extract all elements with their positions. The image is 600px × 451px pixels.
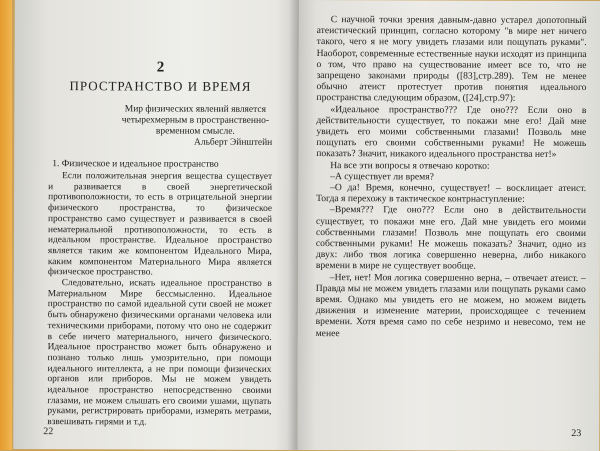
right-paragraph: «Идеальное пространство??? Где оно??? Если оно в действительности существует, то покажи мне его! Дай мне увидеть его моими собственными глазами! Позволь мне пощупать его своими собственными руками! Не можешь показать? Значит, никакого идеального пространства нет!»: [316, 103, 587, 161]
chapter-title: ПРОСТРАНСТВО И ВРЕМЯ: [69, 78, 252, 94]
epigraph-author: Альберт Эйнштейн: [193, 137, 273, 148]
right-paragraph: –Время??? Где оно??? Если оно в действительности существует, то покажи мне его. Дай мне увидеть его моими собственными глазами! Позволь мне пощупать его своими собственными руками! Не можешь показать? Значит, одно из двух: либо твоя логика совершенно неверна, либо никакого времени в мире не существует вообще.: [315, 204, 587, 273]
right-paragraph: С научной точки зрения давным-давно устарел допотопный атеистический принцип, согласно которому "в мире нет ничего такого, чего я не могу увидеть глазами или пощупать руками". Наоборот, современные естественные науки исходят из принципа о том, что право на существование имеет все то, что не запрещено законами природы ([83],стр.289). Тем не менее обычно атеист протестует против понятия идеального пространства следующим образом, ([24],стр.97):: [316, 14, 587, 105]
right-paragraph: –А существует ли время?: [330, 170, 434, 183]
section-heading: 1. Физическое и идеальное пространство: [52, 159, 219, 170]
left-page: [13, 0, 299, 450]
page-number: 23: [571, 427, 582, 439]
page-number: 22: [43, 426, 54, 438]
right-page: [297, 0, 600, 451]
epigraph: Мир физических явлений является четырехмерным в пространственно-временном смысле.: [121, 104, 270, 137]
right-paragraph: –О да! Время, конечно, существует! – восклицает атеист. Тогда я перехожу в тактическое контрнаступление:: [316, 182, 587, 206]
chapter-number: 2: [156, 59, 165, 76]
right-paragraph: На все эти вопросы я отвечаю коротко:: [330, 159, 490, 172]
right-paragraph: –Нет, нет! Моя логика совершенно верна, – отвечает атеист. – Правда мы не можем увидеть глазами или пощупать руками само время. Однако мы увидеть его не можем, но можем видеть движения и изменение материи, происходящее с течением времени. Хотя время само по себе незримо и невесомо, тем не менее: [315, 271, 586, 339]
book-spread: [5, 0, 600, 451]
left-paragraph: Следовательно, искать идеальное пространство в Материальном Мире бессмысленно. Идеальное пространство по самой идеальной сути своей не может быть обнаружено физическими органами человека или техническими приборами, потому что оно не содержит в себе ничего материального, ничего физического. Идеальное пространство может быть обнаружено и познано только лишь умозрительно, при помощи идеального интеллекта, а не при помощи физических органов или приборов. Мы не можем увидеть идеальное пространство непосредственно своими глазами, не можем слышать его своими ушами, щупать руками, регистрировать приборами, измерять метрами, взвешивать гирями и т.д.: [47, 278, 272, 428]
left-paragraph: Если положительная энергия вещества существует и развивается в своей энергетической противоположности, то есть в отрицательной энергии физического пространства, то физическое пространство само существует и развивается в своей нематериальной противоположности, то есть в идеальном пространстве. Идеальное пространство является таким же компонентом Идеального Мира, каким компонентом Материального Мира является физическое пространство.: [47, 171, 273, 278]
